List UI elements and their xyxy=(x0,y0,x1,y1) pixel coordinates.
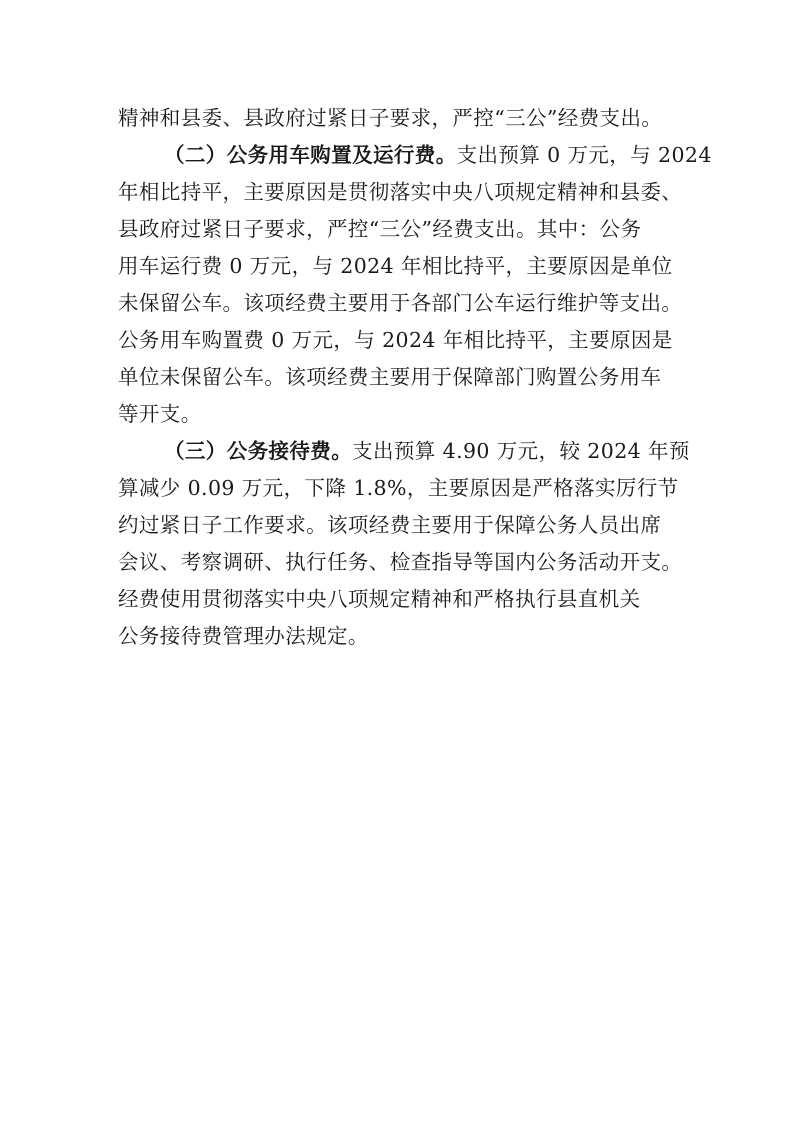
text-line: 算减少 0.09 万元，下降 1.8%，主要原因是严格落实厉行节 xyxy=(118,476,679,500)
text-line: 经费使用贯彻落实中央八项规定精神和严格执行县直机关 xyxy=(118,587,641,611)
document-body xyxy=(118,100,712,655)
text-line: 用车运行费 0 万元，与 2024 年相比持平，主要原因是单位 xyxy=(118,254,673,278)
text-line: 等开支。 xyxy=(118,402,202,426)
section-heading-vehicle: （二）公务用车购置及运行费。 xyxy=(164,143,457,167)
text-line: 年相比持平，主要原因是贯彻落实中央八项规定精神和县委、 xyxy=(118,180,683,204)
section-heading-reception: （三）公务接待费。 xyxy=(164,439,353,463)
text-line: 公务用车购置费 0 万元，与 2024 年相比持平，主要原因是 xyxy=(118,328,673,352)
text-run: 支出预算 4.90 万元，较 2024 年预 xyxy=(352,439,690,463)
text-line: 公务接待费管理办法规定。 xyxy=(118,624,369,648)
text-line: 约过紧日子工作要求。该项经费主要用于保障公务人员出席 xyxy=(118,513,662,537)
paragraph-first-line xyxy=(118,433,688,470)
text-run: 支出预算 0 万元，与 2024 xyxy=(456,143,712,167)
text-line: 单位未保留公车。该项经费主要用于保障部门购置公务用车 xyxy=(118,365,662,389)
text-line: 精神和县委、县政府过紧日子要求，严控“三公”经费支出。 xyxy=(118,106,663,130)
text-line: 未保留公车。该项经费主要用于各部门公车运行维护等支出。 xyxy=(118,291,683,315)
text-line: 县政府过紧日子要求，严控“三公”经费支出。其中：公务 xyxy=(118,217,642,241)
paragraph-first-line xyxy=(118,137,712,174)
text-line: 会议、考察调研、执行任务、检查指导等国内公务活动开支。 xyxy=(118,550,683,574)
